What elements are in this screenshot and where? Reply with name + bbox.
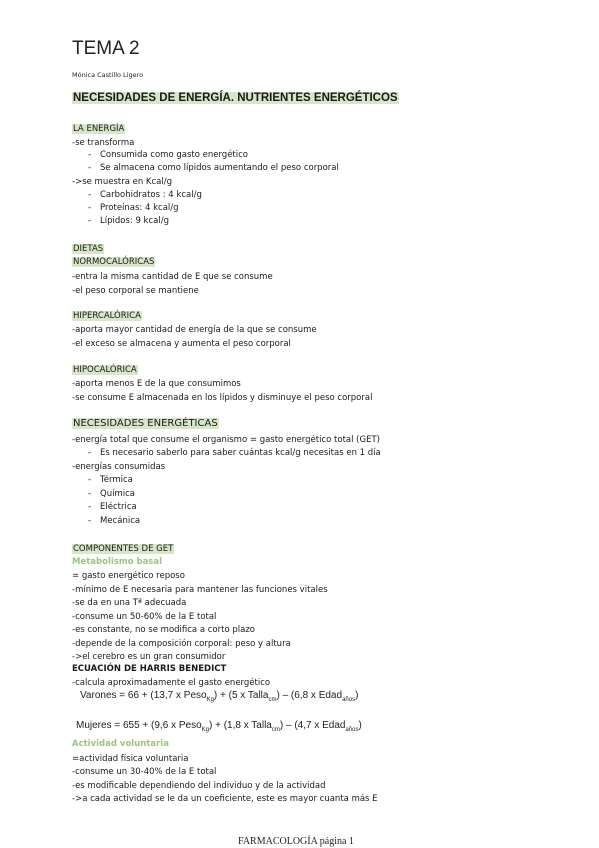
subheading-normocaloricas [72,257,155,267]
subheading-actividad: Actividad voluntaria [72,739,169,749]
bullet-dash: - [88,163,92,173]
formula-subscript: años [345,727,359,733]
text-line: -el peso corporal se mantiene [72,286,199,296]
text-line: -el exceso se almacena y aumenta el peso corporal [72,339,291,349]
bullet-item [88,163,339,173]
formula-part: ) + (1,8 x Talla [208,720,272,731]
bullet-text: Se almacena como lípidos aumentando el peso corporal [100,163,339,173]
text-line: ->el cerebro es un gran consumidor [72,652,226,662]
bullet-dash: - [88,502,92,512]
text-line: =actividad física voluntaria [72,754,189,764]
text-line: -es constante, no se modifica a corto plazo [72,625,255,635]
subheading-harris-benedict: ECUACIÓN DE HARRIS BENEDICT [72,664,227,674]
bullet-text: Consumida como gasto energético [100,150,248,160]
bullet-text: Química [100,489,135,499]
section-heading-dietas [72,244,104,254]
section-heading-energia [72,124,125,134]
bullet-text: Es necesario saberlo para saber cuántas kcal/g necesitas en 1 día [100,448,381,458]
text-line: -consume un 30-40% de la E total [72,767,217,777]
text-line: -consume un 50-60% de la E total [72,612,217,622]
formula-part: ) – (6,8 x Edad [276,690,343,701]
formula-subscript: Kg [201,727,209,733]
bullet-item [88,489,135,499]
subheading-hipocalorica-text: HIPOCALÓRICA [73,365,137,375]
author-name: Mónica Castillo Ligero [72,71,144,79]
formula-subscript: cm [271,727,280,733]
bullet-dash: - [88,150,92,160]
bullet-item [88,516,140,526]
text-line: -aporta menos E de la que consumimos [72,379,241,389]
section-heading-necesidades [72,418,219,429]
bullet-dash: - [88,216,92,226]
formula-subscript: cm [268,697,277,703]
text-line: -calcula aproximadamente el gasto energético [72,678,271,688]
bullet-text: Térmica [100,475,133,485]
formula-subscript: años [342,697,356,703]
formula-part: ) – (4,7 x Edad [279,720,346,731]
bullet-dash: - [88,516,92,526]
bullet-item [88,190,202,200]
bullet-dash: - [88,475,92,485]
subheading-hipocalorica [72,365,138,375]
formula-part: ) [358,720,362,731]
text-line: ->se muestra en Kcal/g [72,177,173,187]
text-line: -se transforma [72,138,135,148]
text-line: -mínimo de E necesaria para mantener las funciones vitales [72,585,328,595]
text-line: = gasto energético reposo [72,571,185,581]
main-heading [72,92,399,104]
section-heading-dietas-text: DIETAS [73,244,104,254]
text-line: -entra la misma cantidad de E que se consume [72,272,273,282]
text-line: -se consume E almacenada en los lípidos y disminuye el peso corporal [72,393,373,403]
section-heading-componentes [72,544,174,554]
section-heading-energia-text: LA ENERGÍA [73,124,125,134]
formula-part: Varones = 66 + (13,7 x Peso [80,690,207,701]
page-title: TEMA 2 [72,38,140,59]
section-heading-componentes-text: COMPONENTES DE GET [73,544,174,554]
bullet-item [88,216,169,226]
subheading-metabolismo: Metabolismo basal [72,557,163,567]
text-line: -se da en una Tª adecuada [72,598,187,608]
bullet-text: Proteínas: 4 kcal/g [100,203,179,213]
bullet-text: Carbohidratos : 4 kcal/g [100,190,202,200]
formula-mujeres [76,720,362,733]
text-line: -energías consumidas [72,462,166,472]
bullet-dash: - [88,203,92,213]
bullet-dash: - [88,489,92,499]
text-line: ->a cada actividad se le da un coeficiente, este es mayor cuanta más E [72,794,378,804]
formula-varones [80,690,358,703]
section-heading-necesidades-text: NECESIDADES ENERGÉTICAS [73,418,218,429]
formula-part: ) [355,690,359,701]
bullet-dash: - [88,190,92,200]
text-line: -aporta mayor cantidad de energía de la que se consume [72,325,317,335]
formula-part: Mujeres = 655 + (9,6 x Peso [76,720,202,731]
subheading-normocaloricas-text: NORMOCALÓRICAS [73,257,155,267]
subheading-hipercalorica-text: HIPERCALÓRICA [73,311,141,321]
page-footer: FARMACOLOGÍA página 1 [238,836,354,847]
text-line: -energía total que consume el organismo = gasto energético total (GET) [72,435,380,445]
main-heading-text: NECESIDADES DE ENERGÍA. NUTRIENTES ENERGÉTICOS [73,92,398,104]
bullet-dash: - [88,448,92,458]
bullet-item [88,448,381,458]
bullet-item [88,475,133,485]
bullet-text: Mecánica [100,516,141,526]
text-line: -depende de la composición corporal: peso y altura [72,639,291,649]
text-line: -es modificable dependiendo del individuo y de la actividad [72,781,326,791]
bullet-item [88,203,179,213]
bullet-text: Lípidos: 9 kcal/g [100,216,169,226]
bullet-text: Eléctrica [100,502,137,512]
formula-subscript: Kg [206,697,214,703]
bullet-item [88,150,248,160]
bullet-item [88,502,137,512]
subheading-hipercalorica [72,311,142,321]
formula-part: ) + (5 x Talla [213,690,269,701]
